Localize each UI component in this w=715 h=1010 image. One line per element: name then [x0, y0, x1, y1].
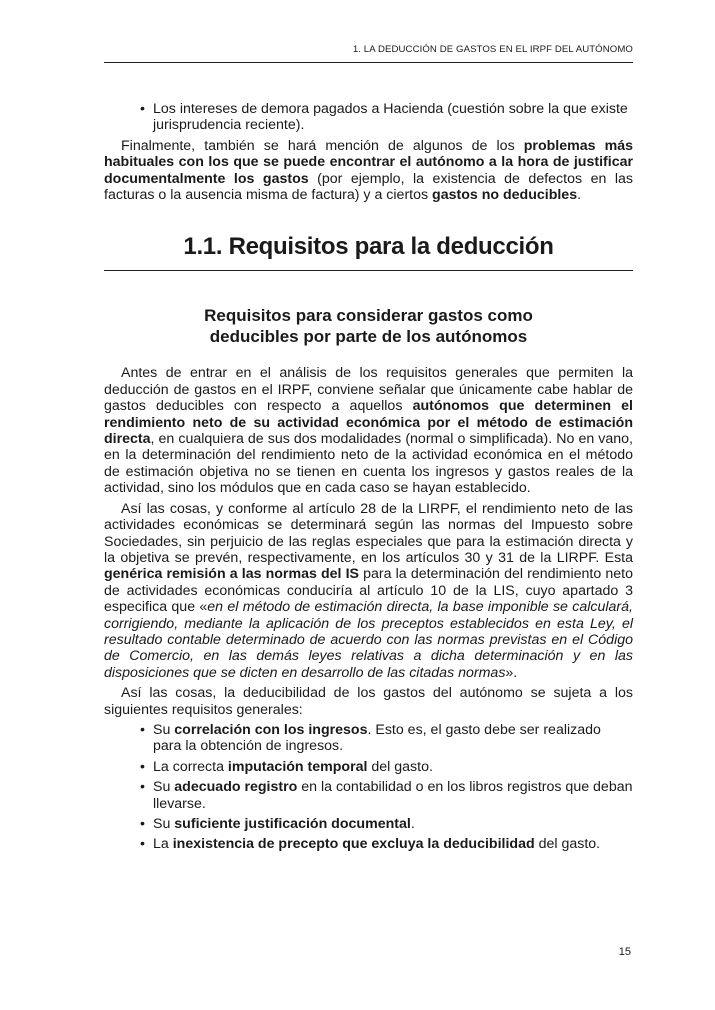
- running-header: 1. LA DEDUCCIÓN DE GASTOS EN EL IRPF DEL AUTÓNOMO: [352, 44, 633, 55]
- section-title: 1.1. Requisitos para la deducción: [183, 233, 554, 261]
- paragraph-3: Así las cosas, la deducibilidad de los gastos del autónomo se sujeta a los siguientes requisitos generales:: [104, 685, 633, 718]
- paragraph-2: Así las cosas, y conforme al artículo 28 de la LIRPF, el rendimiento neto de las actividades económicas se determinará según las normas del Impuesto sobre Sociedades, sin perjuicio de las reglas especiales que para la estimación directa y la objetiva se prevén, respectivamente, en los artículos 30 y 31 de la LIRPF. Esta genérica remisión a las normas del IS para la determinación del rendimiento neto de actividades económicas conduciría al artículo 10 de la LIS, cuyo apartado 3 especifica que «en el método de estimación directa, la base imponible se calculará, corrigiendo, mediante la aplicación de los preceptos establecidos en esta Ley, el resultado contable determinado de acuerdo con las normas previstas en el Código de Comercio, en las demás leyes relativas a dicha determinación y en las disposiciones que se dicten en desarrollo de las citadas normas».: [104, 500, 633, 681]
- intro-bullet-list: [104, 101, 633, 134]
- section-rule: [104, 270, 633, 271]
- requirements-list: [104, 722, 633, 853]
- list-item: • Su correlación con los ingresos. Esto es, el gasto debe ser realizado para la obtención de ingresos.: [140, 722, 633, 755]
- subsection-title: Requisitos para considerar gastos como deducibles por parte de los autónomos: [204, 306, 533, 347]
- list-item: • La inexistencia de precepto que excluya la deducibilidad del gasto.: [140, 836, 633, 852]
- intro-paragraph: Finalmente, también se hará mención de algunos de los problemas más habituales con los que se puede encontrar el autónomo a la hora de justificar documentalmente los gastos (por ejemplo, la existencia de defectos en las facturas o la ausencia misma de factura) y a ciertos gastos no deducibles.: [104, 137, 633, 204]
- page-body: [104, 101, 633, 857]
- list-item: • Su suficiente justificación documental.: [140, 816, 633, 832]
- list-item: • La correcta imputación temporal del gasto.: [140, 759, 633, 775]
- list-item: • Su adecuado registro en la contabilidad o en los libros registros que deban llevarse.: [140, 779, 633, 812]
- page-number: 15: [618, 946, 631, 958]
- list-item: • Los intereses de demora pagados a Hacienda (cuestión sobre la que existe jurisprudencia reciente).: [140, 101, 633, 134]
- header-rule: [104, 62, 633, 63]
- paragraph-1: Antes de entrar en el análisis de los requisitos generales que permiten la deducción de gastos en el IRPF, conviene señalar que únicamente cabe hablar de gastos deducibles con respecto a aquellos autónomos que determinen el rendimiento neto de su actividad económica por el método de estimación directa, en cualquiera de sus dos modalidades (normal o simplificada). No en vano, en la determinación del rendimiento neto de la actividad económica en el método de estimación objetiva no se tienen en cuenta los ingresos y gastos reales de la actividad, sino los módulos que en cada caso se hayan establecido.: [104, 365, 633, 497]
